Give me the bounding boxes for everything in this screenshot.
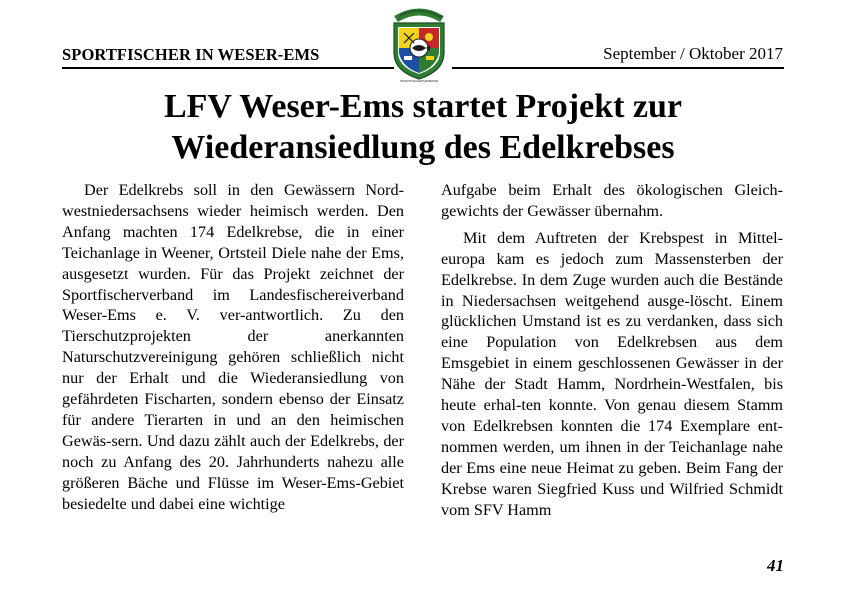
- header-rule-right: [452, 67, 784, 69]
- article-column-left: [62, 180, 404, 515]
- article-paragraph-1: Der Edelkrebs soll in den Gewässern Nord-westniedersachsens wieder heimisch werden. Den Anfang machten 174 Edelkrebse, die in einer Teichanlage in Weener, Ortsteil Diele nahe der Ems, ausgesetzt wurden. Für das Projekt zeichnet der Sportfischerverband im Landesfischereiverband Weser-Ems e. V. ver-antwortlich. Zu den Tierschutzprojekten der anerkannten Naturschutzvereinigung gehören schließlich nicht nur der Erhalt und die Wiederansiedlung von gefährdeten Fischarten, sondern ebenso der Einsatz für andere Tierarten in und an den heimischen Gewäs-sern. Und dazu zählt auch der Edelkrebs, der noch zu Anfang des 20. Jahrhunderts nahezu alle größeren Bäche und Flüsse im Weser-Ems-Gebiet besiedelte und dabei eine wichtige: [62, 181, 404, 513]
- article-title: [62, 86, 784, 168]
- article-column-right: [441, 180, 783, 521]
- header-issue-date: September / Oktober 2017: [603, 44, 783, 63]
- logo-text-bottom: SPORTFISCHERVERBAND: [400, 79, 438, 83]
- association-crest-logo: [386, 1, 452, 83]
- header-rule-left: [62, 67, 394, 69]
- article-paragraph-continued: Aufgabe beim Erhalt des ökologischen Gleich-gewichts der Gewässer übernahm.: [441, 181, 783, 220]
- page-number: 41: [767, 556, 784, 575]
- article-title-line-2: Wiederansiedlung des Edelkrebses: [171, 129, 675, 166]
- article-title-line-1: LFV Weser-Ems startet Projekt zur: [163, 88, 683, 125]
- logo-text-top: LANDESFISCHEREIVERBAND: [397, 8, 444, 20]
- article-paragraph-2: Mit dem Auftreten der Krebspest in Mittel-europa kam es jedoch zum Massensterben der Edelkrebse. In dem Zuge wurden auch die Bestände in Niedersachsen weitgehend ausge-löscht. Einem glücklichen Umstand ist es zu verdanken, dass sich eine Population von Edelkrebsen aus dem Emsgebiet in einem geschlossenen Gewässer in der Nähe der Stadt Hamm, Nordrhein-Westfalen, bis heute erhal-ten konnte. Von genau diesem Stamm von Edelkrebsen konnten die 174 Exemplare ent-nommen werden, um ihnen in der Teichanlage nahe der Ems eine neue Heimat zu geben. Beim Fang der Krebse waren Siegfried Kuss und Wilfried Schmidt vom SFV Hamm: [441, 228, 783, 519]
- header-publication: SPORTFISCHER IN WESER-EMS: [62, 45, 320, 64]
